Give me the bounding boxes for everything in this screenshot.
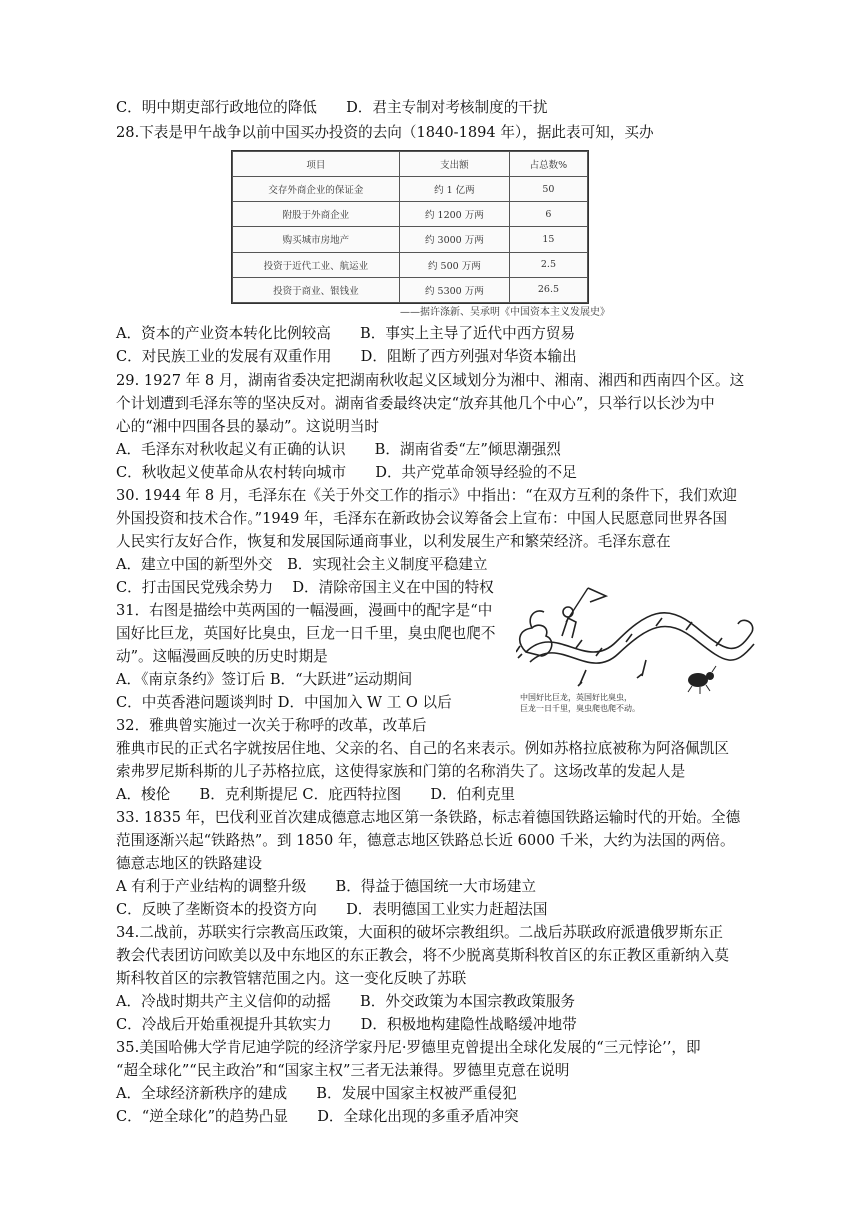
q31-stem-line3: 动”。这幅漫画反映的历史时期是 [116,648,328,665]
q30-stem-line2: 外国投资和技术合作。”1949 年，毛泽东在新政协会议筹备会上宣布：中国人民愿意同世界各国 [116,510,728,527]
table-header: 占总数% [509,152,587,177]
table-cell: 约 500 万两 [399,252,509,277]
q34-options-cd: C．冷战后开始重视提升其软实力 D．积极地构建隐性战略缓冲地带 [116,1016,577,1033]
q30-options-ab: A．建立中国的新型外交 B．实现社会主义制度平稳建立 [116,556,488,573]
table-source: ——据许涤新、吴承明《中国资本主义发展史》 [400,307,610,318]
q35-options-ab: A．全球经济新秩序的建成 B．发展中国家主权被严重侵犯 [116,1085,517,1102]
table-cell: 约 3000 万两 [399,227,509,252]
q28-stem: 28.下表是甲午战争以前中国买办投资的去向（1840-1894 年），据此表可知，买办 [116,124,654,141]
q33-stem-line3: 德意志地区的铁路建设 [116,855,262,872]
table-header: 项目 [233,152,400,177]
table-cell: 约 1200 万两 [399,202,509,227]
table-cell: 附股于外商企业 [233,202,400,227]
table-cell: 2.5 [509,252,587,277]
q27-options-cd: C．明中期吏部行政地位的降低 D．君主专制对考核制度的干扰 [116,99,548,116]
q31-stem-line1: 31．右图是描绘中英两国的一幅漫画，漫画中的配字是“中 [116,602,493,619]
q32-options: A．梭伦 B．克利斯提尼 C．庇西特拉图 D．伯利克里 [116,786,516,803]
q29-options-ab: A．毛泽东对秋收起义有正确的认识 B．湖南省委“左”倾思潮强烈 [116,441,561,458]
q34-options-ab: A．冷战时期共产主义信仰的动摇 B．外交政策为本国宗教政策服务 [116,993,576,1010]
q29-options-cd: C．秋收起义使革命从农村转向城市 D．共产党革命领导经验的不足 [116,464,577,481]
q32-stem-line2: 雅典市民的正式名字就按居住地、父亲的名、自己的名来表示。例如苏格拉底被称为阿洛佩凯区 [116,740,729,757]
q35-stem-line1: 35.美国哈佛大学肯尼迪学院的经济学家丹尼·罗德里克曾提出全球化发展的“三元悖论’’，即 [116,1039,701,1056]
table-cell: 约 5300 万两 [399,277,509,302]
table-cell: 15 [509,227,587,252]
q33-options-ab: A 有利于产业结构的调整升级 B．得益于德国统一大市场建立 [116,878,536,895]
q29-stem-line3: 心的“湘中四围各县的暴动”。这说明当时 [116,418,380,435]
q28-options-cd: C．对民族工业的发展有双重作用 D．阻断了西方列强对华资本输出 [116,348,577,365]
table-cell: 6 [509,202,587,227]
table-row [233,252,588,277]
q29-stem-line1: 29. 1927 年 8 月，湖南省委决定把湖南秋收起义区域划分为湘中、湘南、湘西和西南四个区。这 [116,372,745,389]
q32-stem-line3: 索弗罗尼斯科斯的儿子苏格拉底，这使得家族和门第的名称消失了。这场改革的发起人是 [116,763,686,780]
q34-stem-line2: 教会代表团访问欧美以及中东地区的东正教会，将不少脱离莫斯科牧首区的东正教区重新纳入莫 [116,947,729,964]
q33-stem-line2: 范围逐渐兴起“铁路热”。到 1850 年，德意志地区铁路总长近 6000 千米，大约为法国的两倍。 [116,832,735,849]
table-row [233,177,588,202]
table-cell: 50 [509,177,587,202]
q34-stem-line1: 34.二战前，苏联实行宗教高压政策，大面积的破坏宗教组织。二战后苏联政府派遣俄罗斯东正 [116,924,723,941]
q29-stem-line2: 个计划遭到毛泽东等的坚决反对。湖南省委最终决定“放弃其他几个中心”，只举行以长沙为中 [116,395,715,412]
cartoon-caption-line2: 巨龙一日千里，臭虫爬也爬不动。 [520,704,640,713]
table-cell: 投资于商业、银钱业 [233,277,400,302]
q33-options-cd: C．反映了垄断资本的投资方向 D．表明德国工业实力赶超法国 [116,901,548,918]
q35-options-cd: C．“逆全球化”的趋势凸显 D．全球化出现的多重矛盾冲突 [116,1108,519,1125]
q28-options-ab: A．资本的产业资本转化比例较高 B．事实上主导了近代中西方贸易 [116,325,576,342]
table-cell: 交存外商企业的保证金 [233,177,400,202]
q31-options-cd: C．中英香港问题谈判时 D．中国加入 W 工 O 以后 [116,694,452,711]
q34-stem-line3: 斯科牧首区的宗教管辖范围之内。这一变化反映了苏联 [116,970,467,987]
table-cell: 26.5 [509,277,587,302]
q31-stem-line2: 国好比巨龙，英国好比臭虫，巨龙一日千里，臭虫爬也爬不 [116,625,496,642]
cartoon-caption-line1: 中国好比巨龙，英国好比臭虫， [520,693,632,702]
table-row [233,227,588,252]
comprador-investment-table [231,150,589,304]
dragon-cartoon [516,582,758,718]
q30-stem-line1: 30. 1944 年 8 月，毛泽东在《关于外交工作的指示》中指出：“在双方互利的条件下，我们欢迎 [116,487,738,504]
table-row [233,277,588,302]
q30-stem-line3: 人民实行友好合作，恢复和发展国际通商事业，以利发展生产和繁荣经济。毛泽东意在 [116,533,671,550]
table-header-row [233,152,588,177]
q30-options-cd: C．打击国民党残余势力 D．清除帝国主义在中国的特权 [116,579,494,596]
table-cell: 购买城市房地产 [233,227,400,252]
q35-stem-line2: “超全球化”“民主政治”和“国家主权”三者无法兼得。罗德里克意在说明 [116,1062,570,1079]
table-cell: 约 1 亿两 [399,177,509,202]
q32-stem-line1: 32．雅典曾实施过一次关于称呼的改革，改革后 [116,717,427,734]
table-header: 支出额 [399,152,509,177]
q31-options-ab: A．《南京条约》签订后 B．“大跃进”运动期间 [116,671,413,688]
table-row [233,202,588,227]
q33-stem-line1: 33. 1835 年，巴伐利亚首次建成德意志地区第一条铁路，标志着德国铁路运输时代的开始。全德 [116,809,741,826]
table-cell: 投资于近代工业、航运业 [233,252,400,277]
